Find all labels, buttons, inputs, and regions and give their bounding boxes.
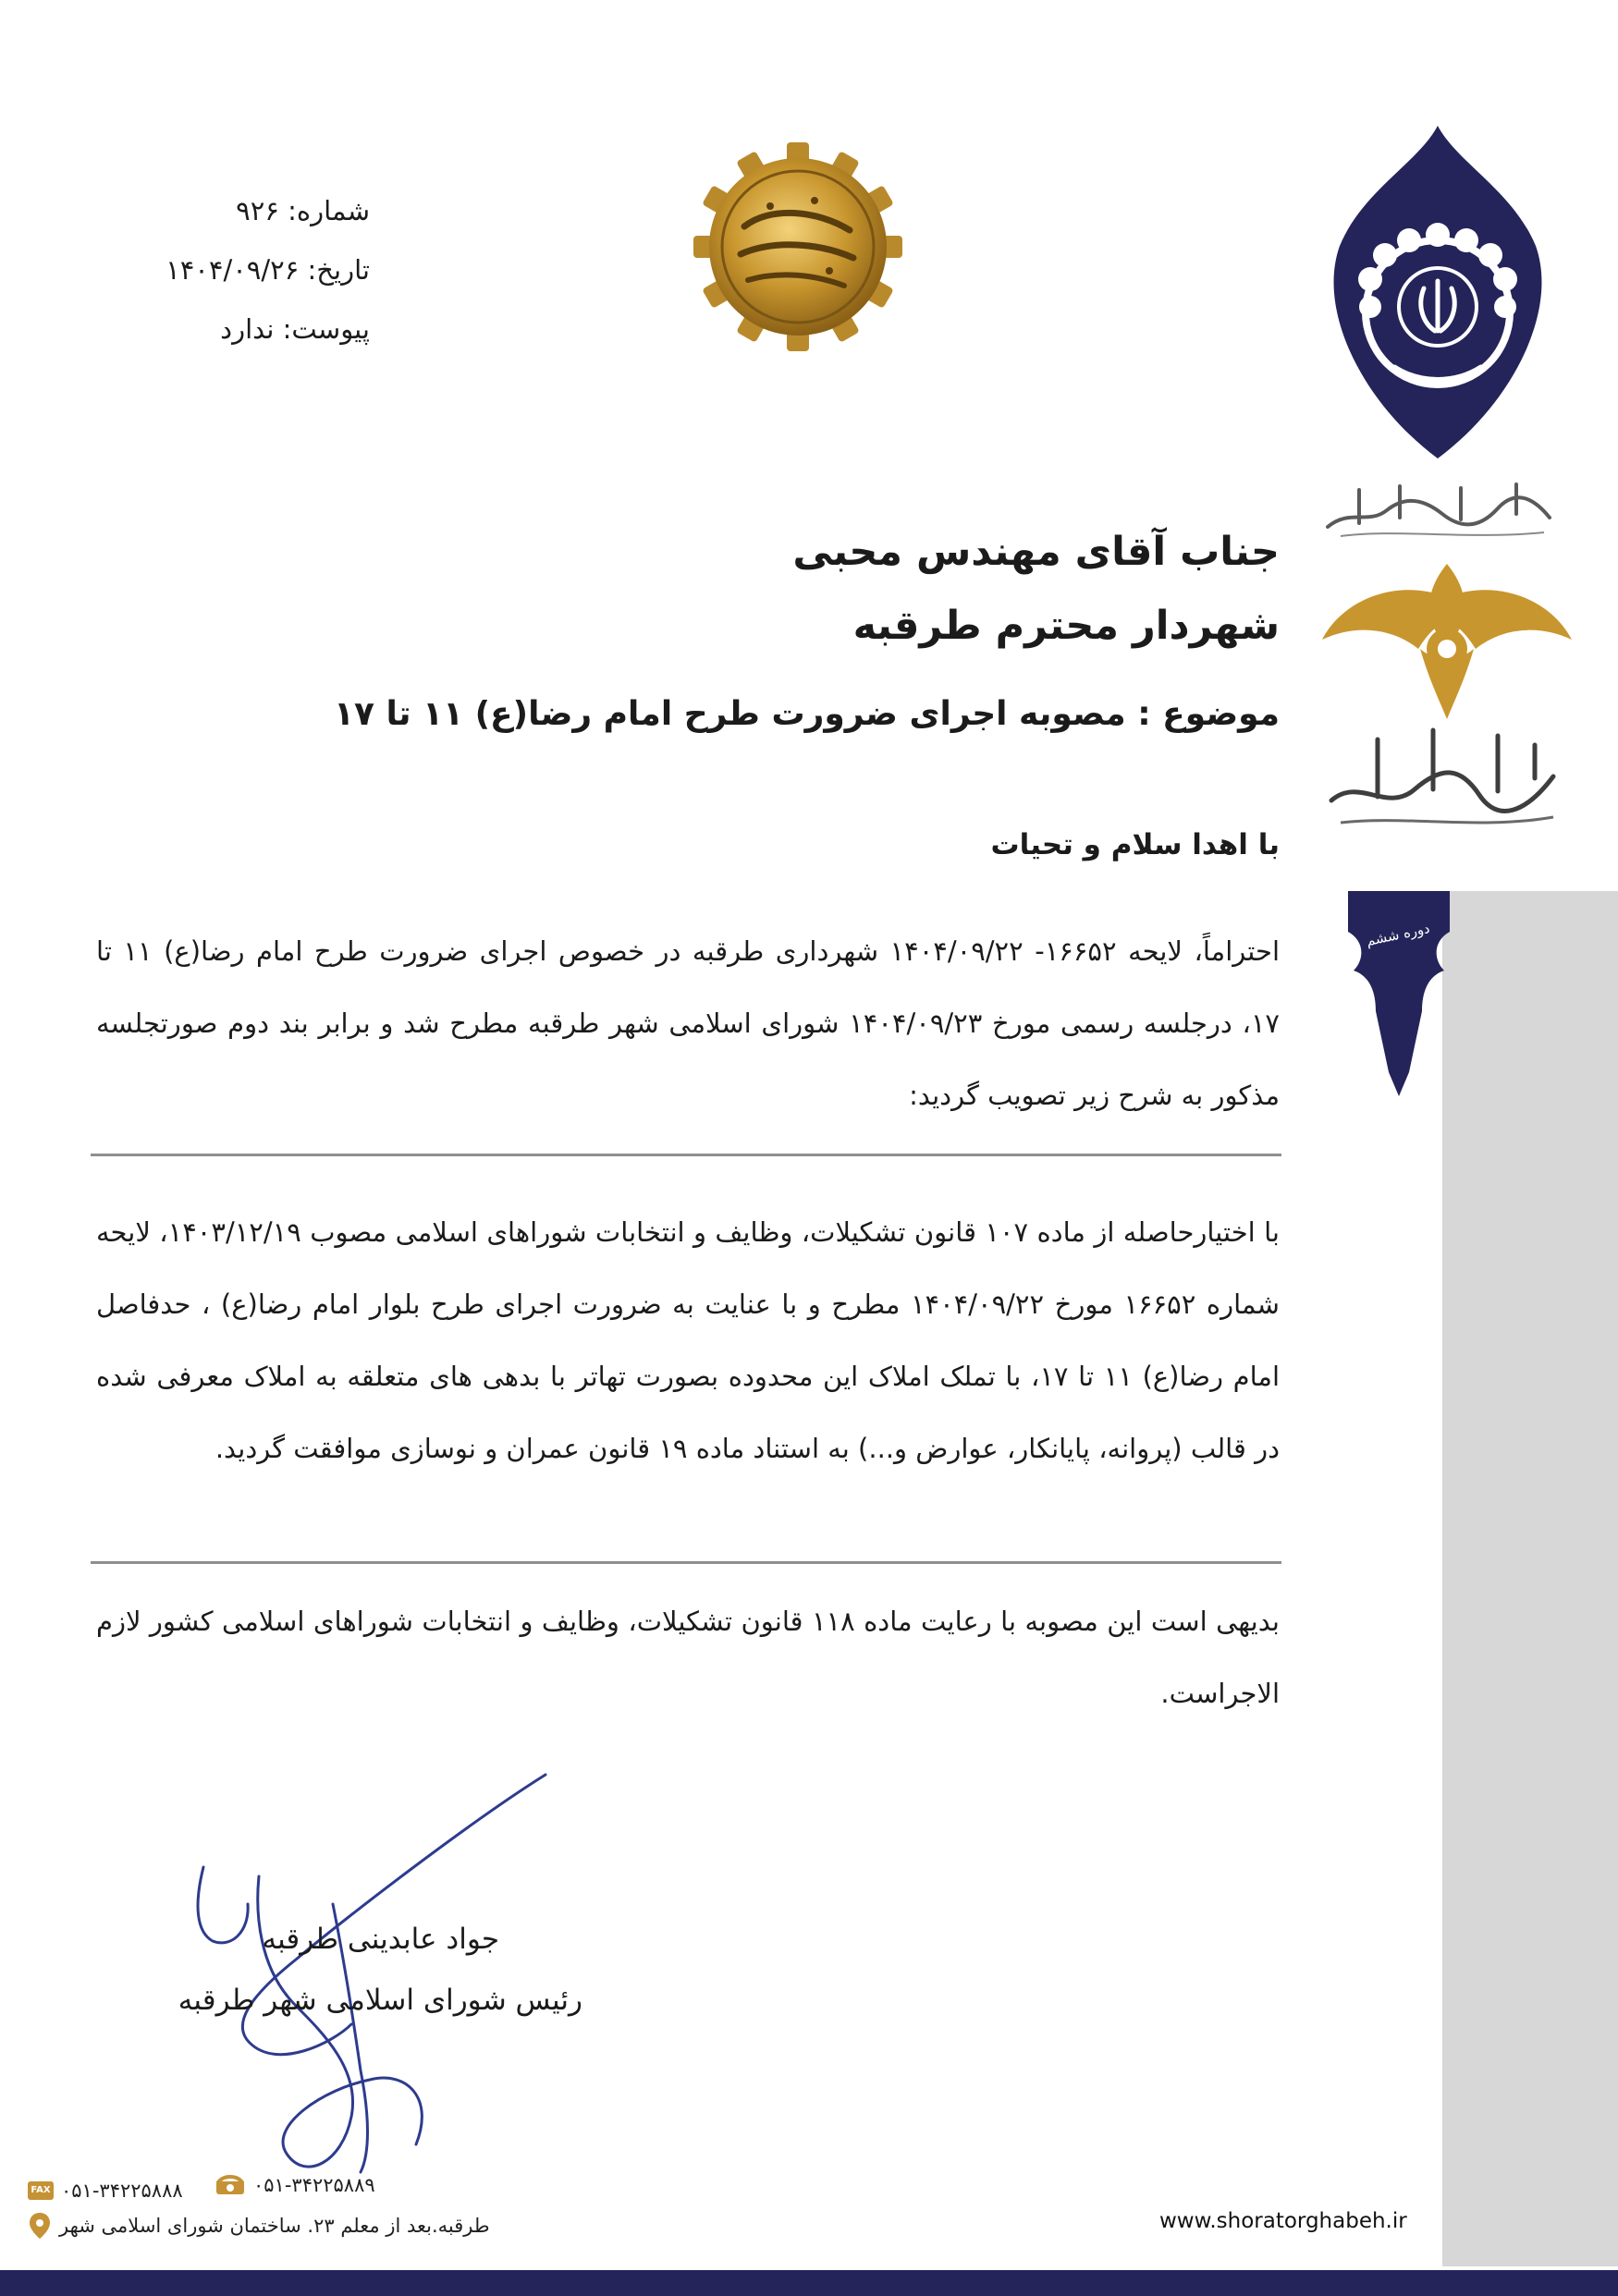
production-seal-icon [692, 140, 904, 353]
divider [91, 1154, 1281, 1156]
signatory-name: جواد عابدینی طرقبه [262, 1923, 499, 1956]
addressee-title: شهردار محترم طرقبه [852, 603, 1280, 649]
fax-number: ۰۵۱-۳۴۲۲۵۸۸۸ [61, 2180, 183, 2202]
side-band [1442, 891, 1618, 2266]
fax-icon: FAX [28, 2181, 54, 2200]
council-calligraphy [1322, 712, 1563, 841]
letter-date: تاریخ: ۱۴۰۴/۰۹/۲۶ [165, 254, 370, 286]
body-paragraph-resolution: با اختیارحاصله از ماده ۱۰۷ قانون تشکیلات، وظایف و انتخابات شوراهای اسلامی مصوب ۱۴۰۳/۱۲/۱۹، لایحه شماره ۱۶۶۵۲ مورخ ۱۴۰۴/۰۹/۲۲ مطرح و با عنایت به ضرورت اجرای طرح بلوار امام رضا(ع) ، حدفاصل امام رضا(ع) ۱۱ تا ۱۷، با تملک املاک این محدوده بصورت تهاتر با بدهی های متعلقه به املاک معرفی شده در قالب (پروانه، پایانکار، عوارض و...) به استناد ماده ۱۹ قانون عمران و نوسازی موافقت گردید. [96, 1216, 1281, 1464]
phone-icon [215, 2174, 246, 2196]
website-link[interactable]: www.shoratorghabeh.ir [1159, 2209, 1407, 2233]
letter-attachment: پیوست: ندارد [220, 313, 370, 345]
gold-ornament [1318, 560, 1575, 723]
phone-number: ۰۵۱-۳۴۲۲۵۸۸۹ [253, 2174, 375, 2196]
letter-meta [111, 181, 370, 359]
address-text: طرقبه.بعد از معلم ۲۳. ساختمان شورای اسلامی شهر [59, 2215, 490, 2237]
body-paragraph-closing: بدیهی است این مصوبه با رعایت ماده ۱۱۸ قانون تشکیلات، وظایف و انتخابات شوراهای اسلامی کشور لازم الاجراست. [96, 1606, 1280, 1709]
addressee-name: جناب آقای مهندس محبی [792, 529, 1280, 575]
footer-address [28, 2212, 490, 2240]
term-label: دوره ششم [1364, 920, 1431, 950]
handwritten-signature [139, 1765, 564, 2191]
divider [91, 1561, 1281, 1564]
letter-number: شماره: ۹۲۶ [236, 195, 370, 226]
letter-greeting: با اهدا سلام و تحیات [990, 828, 1280, 861]
term-ribbon [1348, 891, 1450, 1096]
council-emblem-icon [1328, 126, 1548, 458]
letter-subject: موضوع : مصوبه اجرای ضرورت طرح امام رضا(ع) ۱۱ تا ۱۷ [334, 695, 1280, 733]
quran-verse-calligraphy [1322, 471, 1553, 545]
bottom-bar [0, 2270, 1618, 2296]
location-pin-icon [28, 2212, 52, 2240]
body-paragraph-intro: احتراماً، لایحه ۱۶۶۵۲- ۱۴۰۴/۰۹/۲۲ شهرداری طرقبه در خصوص اجرای ضرورت طرح امام رضا(ع) ۱۱ تا ۱۷، درجلسه رسمی مورخ ۱۴۰۴/۰۹/۲۳ شورای اسلامی شهر طرقبه مطرح شد و برابر بند دوم صورتجلسه مذکور به شرح زیر تصویب گردید: [96, 935, 1281, 1111]
signatory-title: رئیس شورای اسلامی شهر طرقبه [178, 1984, 582, 2017]
footer-fax [28, 2180, 183, 2202]
footer-phone [215, 2174, 375, 2196]
